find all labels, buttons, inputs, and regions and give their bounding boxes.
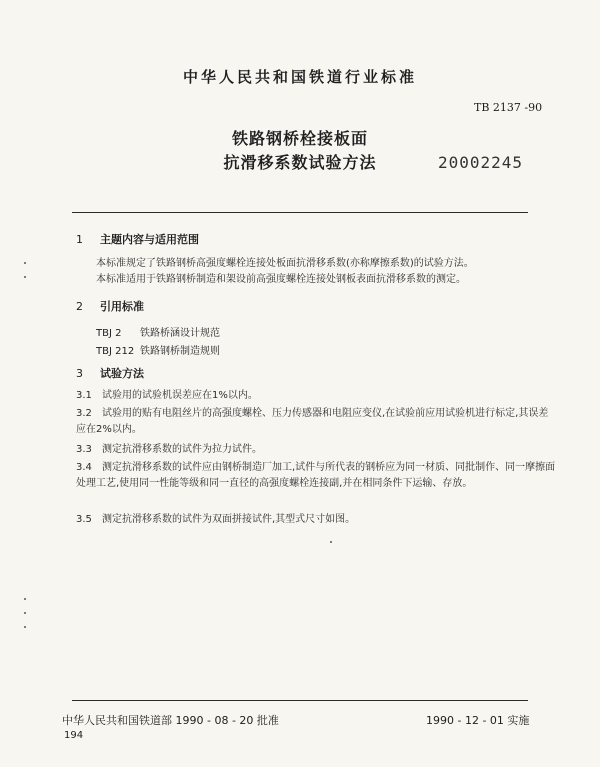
document-title-line1: 铁路钢桥栓接板面 xyxy=(231,129,368,148)
clause-3-3 xyxy=(76,442,262,458)
clause-number: 3.1 xyxy=(76,390,92,401)
section-1-paragraph-2: 本标准适用于铁路钢桥制造和架设前高强度螺栓连接处钢板表面抗滑移系数的测定。 xyxy=(96,274,466,285)
section-title: 引用标准 xyxy=(100,300,144,313)
standard-category-title: 中华人民共和国铁道行业标准 xyxy=(182,68,417,86)
reference-item xyxy=(96,324,220,339)
scan-speck xyxy=(24,262,26,264)
scan-speck xyxy=(24,276,26,278)
clause-text: 试验用的贴有电阻丝片的高强度螺栓、压力传感器和电阻应变仪,在试验前应用试验机进行标定,其误差应在2%以内。 xyxy=(76,408,549,435)
clause-text: 测定抗滑移系数的试件为拉力试件。 xyxy=(102,444,262,455)
section-2-heading xyxy=(76,298,144,314)
section-1-paragraph-1: 本标准规定了铁路钢桥高强度螺栓连接处板面抗滑移系数(亦称摩擦系数)的试验方法。 xyxy=(96,258,474,269)
reference-code: TBJ 2 xyxy=(96,328,122,339)
scan-speck xyxy=(24,626,26,628)
reference-name: 铁路桥涵设计规范 xyxy=(140,328,220,339)
clause-3-2 xyxy=(76,406,556,438)
section-title: 试验方法 xyxy=(100,367,144,380)
header-divider xyxy=(72,212,528,213)
clause-3-5 xyxy=(76,512,355,528)
scan-speck xyxy=(24,612,26,614)
section-number: 2 xyxy=(76,300,83,313)
section-number: 3 xyxy=(76,367,83,380)
clause-text: 测定抗滑移系数的试件为双面拼接试件,其型式尺寸如图。 xyxy=(102,514,356,525)
document-title-line2: 抗滑移系数试验方法 xyxy=(223,153,377,172)
clause-number: 3.2 xyxy=(76,408,92,419)
document-stamp-number: 20002245 xyxy=(438,153,524,172)
effective-date: 1990 - 12 - 01 实施 xyxy=(426,714,530,727)
clause-3-1 xyxy=(76,388,258,404)
clause-text: 测定抗滑移系数的试件应由钢桥制造厂加工,试件与所代表的钢桥应为同一材质、同批制作、同一摩擦面处理工艺,使用同一性能等级和同一直径的高强度螺栓连接副,并在相同条件下运输、存放。 xyxy=(76,462,556,489)
reference-name: 铁路钢桥制造规则 xyxy=(140,346,220,357)
section-3-heading xyxy=(76,365,144,381)
approval-info: 中华人民共和国铁道部 1990 - 08 - 20 批准 xyxy=(62,714,279,727)
clause-number: 3.4 xyxy=(76,462,92,473)
footer-divider xyxy=(72,700,528,701)
reference-code: TBJ 212 xyxy=(96,346,135,357)
clause-3-4 xyxy=(76,460,556,492)
clause-number: 3.5 xyxy=(76,514,92,525)
page-number: 194 xyxy=(64,730,84,741)
scan-speck xyxy=(330,541,332,543)
standard-number: TB 2137 -90 xyxy=(474,101,543,114)
section-title: 主题内容与适用范围 xyxy=(100,233,199,246)
section-1-heading xyxy=(76,231,199,247)
scan-speck xyxy=(24,598,26,600)
clause-number: 3.3 xyxy=(76,444,92,455)
section-number: 1 xyxy=(76,233,83,246)
reference-item xyxy=(96,342,220,357)
clause-text: 试验用的试验机误差应在1%以内。 xyxy=(102,390,258,401)
